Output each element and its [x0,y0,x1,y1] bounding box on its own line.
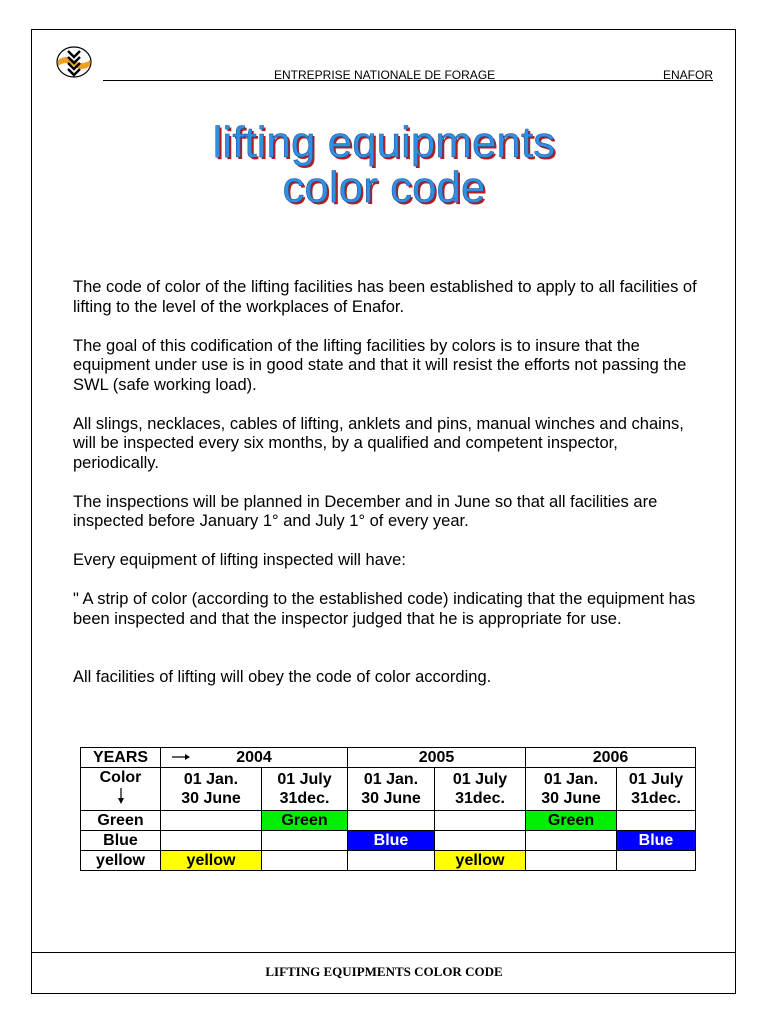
year-cell: 2005 [348,748,526,768]
paragraph: The code of color of the lifting facilities has been established to apply to all facilities of lifting to the level of the workplaces of Enafor. [73,278,697,316]
code-cell-yellow: yellow [435,851,526,871]
year-label: 2004 [236,749,272,766]
row-label: Blue [81,831,161,851]
code-cell-green: Green [262,811,348,831]
period-cell [435,768,526,811]
header-abbreviation: ENAFOR [662,68,713,82]
period-line: 30 June [361,790,421,807]
code-cell [348,811,435,831]
code-cell [262,831,348,851]
paragraph: All facilities of lifting will obey the code of color according. [73,668,492,686]
title-line-1: lifting equipments [212,118,556,167]
body-text [73,278,703,707]
code-cell-blue: Blue [348,831,435,851]
period-cell [526,768,617,811]
period-line: 01 Jan. [543,771,599,788]
code-cell [617,851,696,871]
table-row [81,851,696,871]
table-row [81,811,696,831]
code-cell [617,811,696,831]
footer-title: LIFTING EQUIPMENTS COLOR CODE [265,964,503,979]
code-cell [348,851,435,871]
row-label: yellow [81,851,161,871]
period-line: 01 Jan. [363,771,419,788]
enafor-logo-icon [56,46,92,78]
period-line: 01 July [628,771,684,788]
footer-divider [31,952,736,953]
color-header-cell [81,768,161,811]
code-cell-green: Green [526,811,617,831]
paragraph: The goal of this codification of the lifting facilities by colors is to insure that the equipment under use is in good state and that it will resist the efforts not passing the SWL (safe working load). [73,336,687,394]
period-line: 30 June [541,790,601,807]
paragraph: All slings, necklaces, cables of lifting, anklets and pins, manual winches and chains, will be inspected every six months, by a qualified and competent inspector, periodically. [73,414,684,472]
period-line: 01 July [277,771,332,788]
year-cell [161,748,348,768]
code-cell [435,831,526,851]
code-cell [262,851,348,871]
color-label: Color [99,769,142,786]
period-line: 01 July [452,771,508,788]
code-cell-yellow: yellow [161,851,262,871]
code-cell-blue: Blue [617,831,696,851]
code-cell [161,831,262,851]
arrow-down-icon [116,787,126,805]
row-label: Green [81,811,161,831]
years-header-cell: YEARS [81,748,161,768]
period-cell [262,768,348,811]
period-cell [348,768,435,811]
period-cell [617,768,696,811]
period-cell [161,768,262,811]
code-cell [526,851,617,871]
arrow-right-icon [171,752,193,762]
table-row [81,768,696,811]
period-line: 01 Jan. [183,771,239,788]
header-organization: ENTREPRISE NATIONALE DE FORAGE [274,68,496,82]
color-code-table [80,747,696,871]
document-title [0,120,768,210]
period-line: 30 June [181,790,241,807]
paragraph: The inspections will be planned in December and in June so that all facilities are inspected before January 1° and July 1° of every year. [73,492,658,530]
code-cell [435,811,526,831]
code-cell [526,831,617,851]
code-cell [161,811,262,831]
paragraph: " A strip of color (according to the established code) indicating that the equipment has been inspected and that the inspector judged that he is appropriate for use. [73,590,696,628]
table-row [81,748,696,768]
period-line: 31dec. [455,790,505,807]
paragraph: Every equipment of lifting inspected will have: [73,551,406,569]
period-line: 31dec. [631,790,681,807]
period-line: 31dec. [279,790,330,807]
title-line-2: color code [282,163,486,212]
table-row [81,831,696,851]
year-cell: 2006 [526,748,696,768]
